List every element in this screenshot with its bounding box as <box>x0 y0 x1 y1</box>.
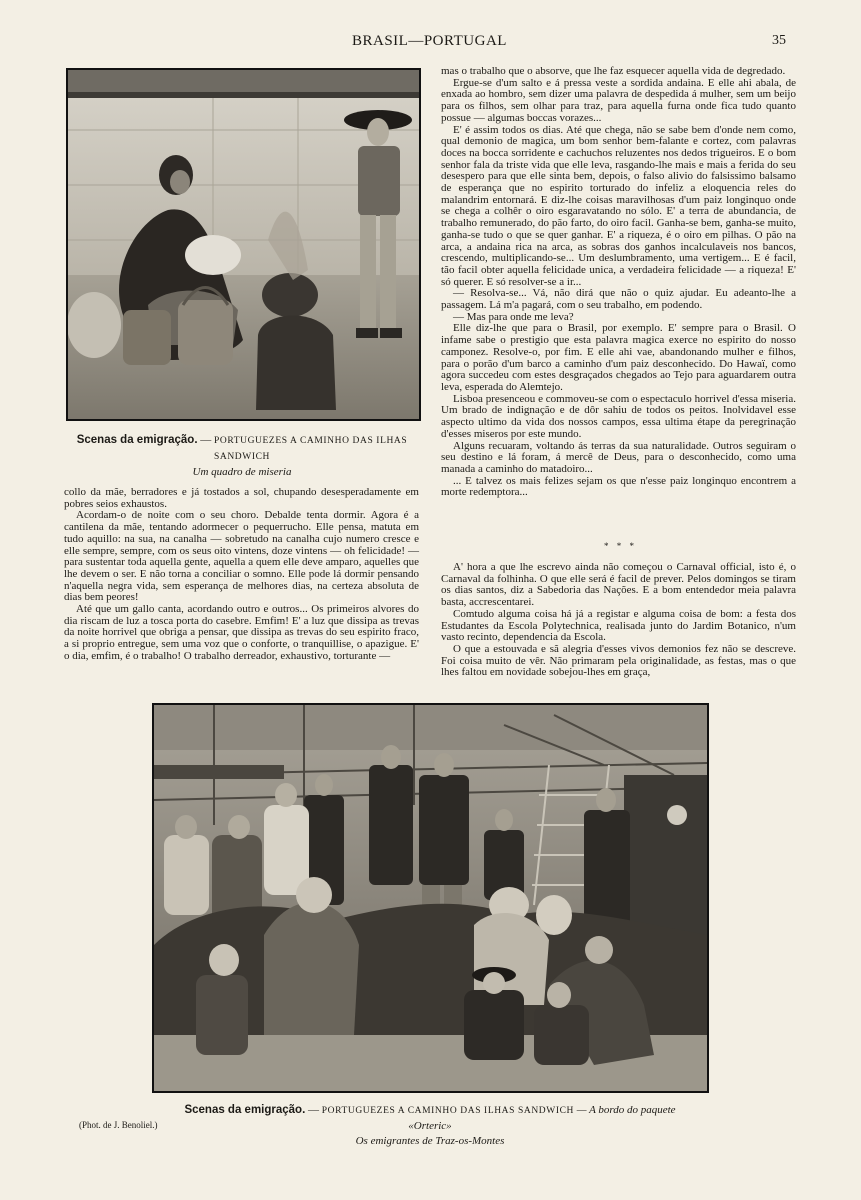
carnival-paragraph-2: Comtudo alguma coisa há já a registar e alguma coisa de bom: a festa dos Estudantes da Escola Polytechnica, realisada junto do Jardim Botanico, n'um vasto recinto, dependencia da Escola. <box>441 607 796 644</box>
left-paragraph-2: Acordam-o de noite com o seu choro. Debalde tenta dormir. Agora é a cantilena da mãe, tentando adormecer o pequerrucho. Elle pensa, matuta em tudo aquillo: na sua, na canalha — sobretudo na canalha cujo numero cresce e elle sempre, sempre, com os seus oito vintens, doze vintens — oh felicidade! — para sustentar toda aquella gente, aquella a quem elle deve amparo, aquelles que lhe devem o ser. E não torna a conciliar o somno. Elle pode lá dormir pensando n'aquella negra vida, sem esperança de melhores dias, na certeza absoluta de dias bem peores! <box>64 509 419 604</box>
right-paragraph-6: Elle diz-lhe que para o Brasil, por exemplo. E' sempre para o Brasil. O infame sabe o prestigio que esta palavra magica exerce no espirito do nosso camponez. Resolve-o, por fim. E elle ahi vae, abandonando mulher e filhos, para o porão d'um barco a caminho d'um paiz desconhecido. Do Hawaï, como agora succedeu com estes desgraçados chegados ao Tejo para aguardarem outra leva, esperada do Alemtejo. <box>441 322 796 393</box>
figure2-caption-title: Scenas da emigração. <box>184 1104 306 1116</box>
right-paragraph-4: — Resolva-se... Vá, não dirá que não o quiz ajudar. Eu adeanto-lhe a passagem. Lá m'a pagará, com o seu trabalho, em podendo. <box>441 287 796 312</box>
carnival-article-column <box>441 562 796 679</box>
right-paragraph-8: Alguns recuaram, voltando ás terras da sua naturalidade. Outros seguiram o seu destino e lá foram, á mercê de Deus, para o desconhecido, como uma manada a caminho do matadoiro... <box>441 439 796 475</box>
figure2-caption-dash: — <box>305 1104 322 1116</box>
emigration-family-photo <box>66 68 421 421</box>
right-paragraph-2: Ergue-se d'um salto e á pressa veste a sordida andaina. E elle ahi abala, de enxada ao hombro, sem dizer uma palavra de despedida á mulher, sem um beijo para os filhos, sem olhar para traz, para aquella furna onde fica tudo quanto possue — algumas boccas vorazes... <box>441 76 796 124</box>
figure1-caption <box>62 432 422 479</box>
right-paragraph-3: E' é assim todos os dias. Até que chega, não se sabe bem d'onde nem como, qual demonio de magica, um bom senhor bem-falante e cortez, com palavras doces na bocca sorridente e cachuchos reluzentes nos dedos trigueiros. E o bom senhor fala da triste vida que elle leva, rasgando-lhe mais e mais a ferida do seu desespero para que elle sinta bem, depois, o falso alivio do falsissimo balsamo de esperança que no espirito torturado do infeliz a eloquencia reles do malandrim entornará. E diz-lhe coisas maravilhosas d'um paiz longinquo onde se chega a colhêr o oiro esgaravatando no sólo. E' a terra de abundancia, de trabalho remunerado, do pão farto, do oiro facil. Ganha-se bem, ganha-se muito, ganha-se tudo o que se quer ganhar. E' a riqueza, é o oiro em pilhas. O pão na arca, a andaina rica na arca, as sobras dos ganhos incalculaveis nos bancos, crescendo, multiplicando-se... Um deslumbramento, uma vertigem... E é facil, tão facil obter aquella felicidade unica, a verdadeira felicidade — a riqueza! E' só querer. E só resolver-se a ir... <box>441 123 796 288</box>
figure1-caption-dash: — <box>197 434 215 446</box>
right-paragraph-5: — Mas para onde me leva? <box>453 310 574 323</box>
right-paragraph-7: Lisboa presenceou e commoveu-se com o espectaculo horrivel d'essa miseria. Um brado de indignação e de dôr sahiu de todos os peitos. Inolvidavel esse aspecto ultimo da vida dos nossos campos, essa ultima étape da peregrinação d'esses miseros por este mundo. <box>441 392 796 440</box>
figure2-caption-ship: — A bordo do paquete «Orteric» <box>408 1104 676 1132</box>
left-paragraph-1: collo da mãe, berradores e já tostados a sol, chupando desesperadamente em pobres seios exhaustos. <box>64 486 419 510</box>
figure1-caption-subtitle: Um quadro de miseria <box>192 466 292 478</box>
figure2-caption-subtitle: Os emigrantes de Traz-os-Montes <box>355 1135 505 1147</box>
section-asterism: * * * <box>604 541 637 551</box>
figure2-caption-smallcaps: PORTUGUEZES A CAMINHO DAS ILHAS SANDWICH <box>321 1106 574 1116</box>
figure2-caption <box>170 1102 690 1148</box>
running-title: BRASIL—PORTUGAL <box>352 33 507 49</box>
page-header <box>0 33 861 51</box>
carnival-paragraph-1: A' hora a que lhe escrevo ainda não começou o Carnaval official, isto é, o Carnaval da folhinha. O que elle será é facil de prever. Pelos domingos se tiram os dias santos, diz a Sabedoria das Nações. E a bom entendedor meia palavra basta, accrescentarei. <box>441 561 796 609</box>
ship-deck-emigrants-photo <box>152 703 709 1093</box>
photo-credit: (Phot. de J. Benoliel.) <box>79 1120 158 1130</box>
left-article-column <box>64 487 419 663</box>
left-paragraph-3: Até que um gallo canta, acordando outro e outros... Os primeiros alvores do dia riscam de luz a tosca porta do casebre. Emfim! E' a luz que dissipa as trevas da noite horrivel que obriga a pensar, que dissipa as trevas do seu espirito fraco, a si proprio entregue, sem uma voz que o conforte, o tranquillise, o apazigue. E' o dia, emfim, é o trabalho! O trabalho derreador, exhaustivo, torturante — <box>64 603 419 662</box>
page-number: 35 <box>772 33 786 48</box>
right-paragraph-9: ... E talvez os mais felizes sejam os que n'esse paiz longinquo encontrem a morte redemptora... <box>441 474 796 499</box>
figure1-caption-title: Scenas da emigração. <box>76 434 198 446</box>
figure1-caption-smallcaps: PORTUGUEZES A CAMINHO DAS ILHAS SANDWICH <box>214 436 408 462</box>
right-paragraph-1: mas o trabalho que o absorve, que lhe faz esquecer aquella vida de degredado. <box>441 65 786 77</box>
carnival-paragraph-3: O que a estouvada e sã alegria d'esses vivos demonios fez não se descreve. Foi coisa muito de vêr. Não primaram pela originalidade, as festas, mas o que lhes faltou em novidade sobejou-lhes em graça, <box>441 642 796 679</box>
right-article-column <box>441 66 796 499</box>
